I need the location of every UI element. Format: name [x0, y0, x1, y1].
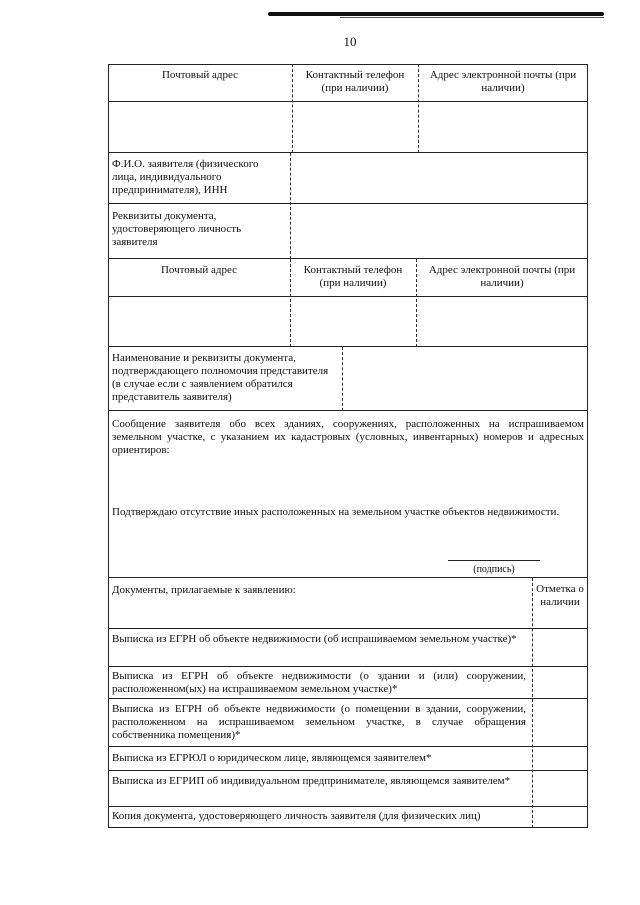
postal-address-header: Почтовый адрес [160, 264, 238, 276]
document-item: Выписка из ЕГРИП об индивидуальном предпринимателе, являющемся заявителем* [112, 775, 511, 787]
phone-header: Контактный телефон (при наличии) [303, 264, 403, 289]
document-item: Выписка из ЕГРЮЛ о юридическом лице, являющемся заявителем* [112, 752, 432, 764]
identity-doc-label: Реквизиты документа, удостоверяющего личность заявителя [112, 210, 242, 248]
phone-header: Контактный телефон (при наличии) [305, 69, 405, 94]
email-header: Адрес электронной почты (при наличии) [429, 69, 577, 94]
contacts-values-row-1 [108, 102, 588, 153]
header-rule [268, 12, 604, 16]
representative-doc-label: Наименование и реквизиты документа, подтверждающего полномочия представителя (в случае если с заявлением обратился представитель заявителя) [112, 352, 329, 403]
absence-confirmation: Подтверждаю отсутствие иных расположенных на земельном участке объектов недвижимости. [112, 506, 560, 518]
contacts-values-row-2 [108, 297, 588, 347]
divider [342, 347, 343, 411]
mark-header: Отметка о наличии [536, 583, 584, 608]
header-rule-thin [340, 17, 604, 18]
page-number: 10 [343, 34, 357, 49]
document-item: Выписка из ЕГРН об объекте недвижимости (о здании и (или) сооружении, расположенном(ых) на испрашиваемом земельном участке)* [112, 670, 526, 695]
documents-header: Документы, прилагаемые к заявлению: [112, 584, 296, 596]
document-item: Копия документа, удостоверяющего личность заявителя (для физических лиц) [112, 810, 481, 822]
document-item: Выписка из ЕГРН об объекте недвижимости (об испрашиваемом земельном участке)* [112, 633, 517, 645]
buildings-message: Сообщение заявителя обо всех зданиях, сооружениях, расположенных на испрашиваемом земельном участке, с указанием их кадастровых (условных, инвентарных) номеров и адресных ориентиров: [112, 418, 584, 456]
email-header: Адрес электронной почты (при наличии) [428, 264, 576, 289]
applicant-name-label: Ф.И.О. заявителя (физического лица, индивидуального предпринимателя), ИНН [112, 158, 259, 196]
document-item: Выписка из ЕГРН об объекте недвижимости (о помещении в здании, сооружении, расположенном на испрашиваемом земельном участке, в случае обращения собственника помещения)* [112, 703, 526, 741]
signature-line [448, 560, 540, 561]
signature-caption: (подпись) [473, 564, 515, 575]
postal-address-header: Почтовый адрес [161, 69, 239, 81]
